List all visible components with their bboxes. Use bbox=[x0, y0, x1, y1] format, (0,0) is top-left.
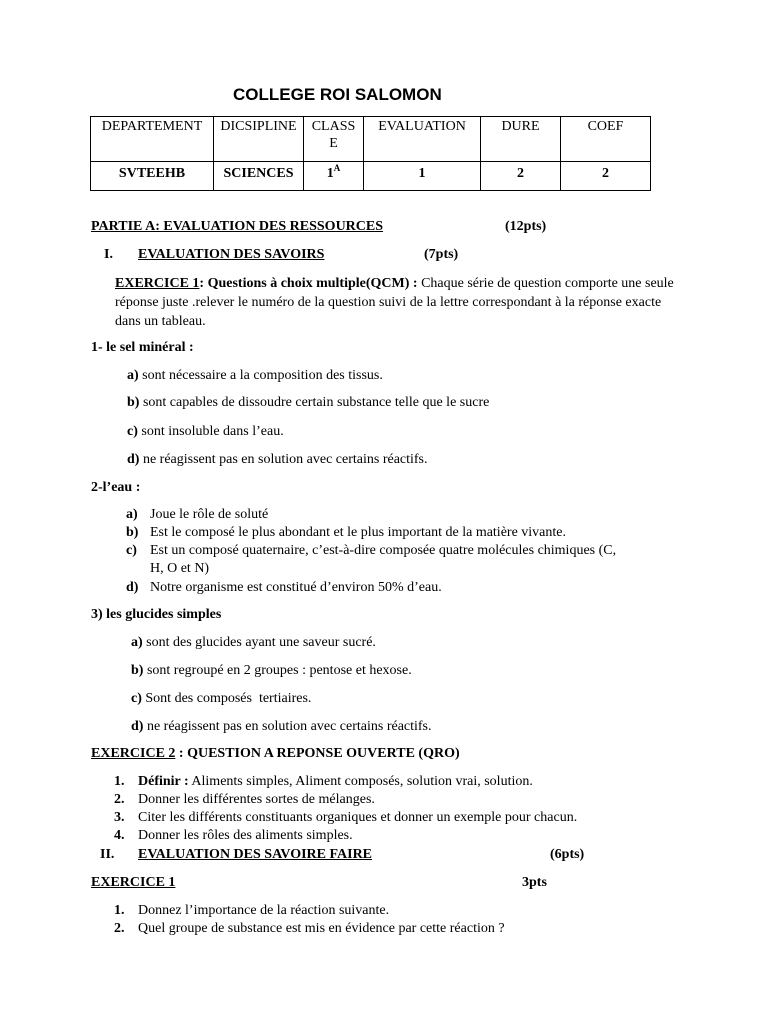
col-header-discipline: DICSIPLINE bbox=[214, 117, 304, 162]
q2-option-b-letter: b) bbox=[126, 525, 139, 540]
q2-option-c-text-continued: H, O et N) bbox=[150, 561, 210, 576]
q1-option-b-text: sont capables de dissoudre certain substance telle que le sucre bbox=[139, 395, 490, 410]
q2-option-b-text: Est le composé le plus abondant et le plus important de la matière vivante. bbox=[150, 525, 566, 540]
value-coef: 2 bbox=[561, 162, 651, 191]
exercice-2-item-2-number: 2. bbox=[114, 792, 125, 807]
exercice-2-item-1-text: Aliments simples, Aliment composés, solution vrai, solution. bbox=[188, 774, 533, 789]
exercice-2-title: : QUESTION A REPONSE OUVERTE (QRO) bbox=[175, 746, 460, 761]
q2-title: 2-l’eau : bbox=[91, 480, 141, 495]
section-1-number: I. bbox=[104, 247, 113, 262]
q1-title: 1- le sel minéral : bbox=[91, 340, 194, 355]
q1-option-b-letter: b) bbox=[127, 395, 140, 410]
exercice-2-item-3-number: 3. bbox=[114, 810, 125, 825]
section-2-title: EVALUATION DES SAVOIRE FAIRE bbox=[138, 847, 373, 862]
q2-option-d-text: Notre organisme est constitué d’environ 50% d’eau. bbox=[150, 580, 442, 595]
q1-option-a bbox=[127, 367, 383, 384]
exercice-1-label: EXERCICE 1 bbox=[115, 276, 200, 291]
q3-title: 3) les glucides simples bbox=[91, 607, 222, 622]
q3-option-a bbox=[131, 634, 376, 651]
q2-option-c-text: Est un composé quaternaire, c’est-à-dire composée quatre molécules chimiques (C, bbox=[150, 543, 617, 558]
exercice-2-item-2-text: Donner les différentes sortes de mélanges. bbox=[138, 792, 375, 807]
q3-option-a-text: sont des glucides ayant une saveur sucré. bbox=[142, 635, 376, 650]
q3-option-d bbox=[131, 718, 432, 735]
exercice-2-item-1 bbox=[138, 773, 533, 790]
q3-option-d-letter: d) bbox=[131, 719, 144, 734]
q2-option-d-letter: d) bbox=[126, 580, 139, 595]
info-table bbox=[90, 116, 651, 191]
exercice-2-item-3-text: Citer les différents constituants organiques et donner un exemple pour chacun. bbox=[138, 810, 578, 825]
value-classe-sup: A bbox=[333, 163, 341, 173]
q1-option-c-letter: c) bbox=[127, 424, 138, 439]
exercice-2-heading bbox=[91, 745, 460, 762]
q3-option-b-letter: b) bbox=[131, 663, 144, 678]
exercice-2-item-1-number: 1. bbox=[114, 774, 125, 789]
q1-option-c-text: sont insoluble dans l’eau. bbox=[137, 424, 284, 439]
value-classe-number: 1 bbox=[326, 166, 334, 181]
col-header-departement: DEPARTEMENT bbox=[91, 117, 214, 162]
school-name: COLLEGE ROI SALOMON bbox=[233, 85, 442, 104]
section-1-points: (7pts) bbox=[424, 247, 459, 262]
info-table-value-row bbox=[91, 162, 651, 191]
q3-option-b-text: sont regroupé en 2 groupes : pentose et hexose. bbox=[143, 663, 412, 678]
q3-option-c-letter: c) bbox=[131, 691, 142, 706]
col-header-evaluation: EVALUATION bbox=[364, 117, 481, 162]
q3-option-c-text: Sont des composés tertiaires. bbox=[141, 691, 312, 706]
info-table-header-row bbox=[91, 117, 651, 162]
col-header-classe bbox=[304, 117, 364, 162]
section-1-title: EVALUATION DES SAVOIRS bbox=[138, 247, 325, 262]
exercice-1b-item-2-number: 2. bbox=[114, 921, 125, 936]
q1-option-a-text: sont nécessaire a la composition des tissus. bbox=[138, 368, 383, 383]
exercice-2-item-1-bold: Définir : bbox=[138, 774, 189, 789]
value-classe bbox=[304, 162, 364, 191]
q1-option-c bbox=[127, 423, 284, 440]
col-header-duree: DURE bbox=[481, 117, 561, 162]
section-2-points: (6pts) bbox=[550, 847, 585, 862]
q3-option-d-text: ne réagissent pas en solution avec certains réactifs. bbox=[143, 719, 432, 734]
value-discipline: SCIENCES bbox=[214, 162, 304, 191]
partie-a-points: (12pts) bbox=[505, 219, 547, 234]
exercice-2-item-4-text: Donner les rôles des aliments simples. bbox=[138, 828, 353, 843]
section-2-number: II. bbox=[100, 847, 115, 862]
exercice-2-label: EXERCICE 2 bbox=[91, 746, 176, 761]
value-duree: 2 bbox=[481, 162, 561, 191]
q1-option-d-text: ne réagissent pas en solution avec certains réactifs. bbox=[139, 452, 428, 467]
q1-option-b bbox=[127, 394, 489, 411]
q3-option-a-letter: a) bbox=[131, 635, 143, 650]
exercice-1b-item-1-text: Donnez l’importance de la réaction suivante. bbox=[138, 903, 390, 918]
q3-option-b bbox=[131, 662, 412, 679]
q2-option-a-letter: a) bbox=[126, 507, 138, 522]
q3-option-c bbox=[131, 690, 311, 707]
exercice-1b-points: 3pts bbox=[522, 875, 547, 890]
exercice-1-subtitle: Questions à choix multiple(QCM) : bbox=[207, 276, 418, 291]
exercice-1b-item-2-text: Quel groupe de substance est mis en évidence par cette réaction ? bbox=[138, 921, 505, 936]
col-header-classe-line1: CLASS bbox=[311, 119, 356, 134]
exercice-1b-item-1-number: 1. bbox=[114, 903, 125, 918]
exercice-1-separator: : bbox=[199, 276, 208, 291]
partie-a-title: PARTIE A: EVALUATION DES RESSOURCES bbox=[91, 219, 384, 234]
q1-option-d bbox=[127, 451, 428, 468]
exercice-1-instruction: Chaque série de question comporte une seule réponse juste .relever le numéro de la question suivi de la lettre correspondant à la réponse exacte dans un tableau. bbox=[115, 276, 674, 329]
exercice-1-paragraph bbox=[115, 274, 675, 331]
exercice-1b-label: EXERCICE 1 bbox=[91, 875, 176, 890]
value-evaluation: 1 bbox=[364, 162, 481, 191]
q1-option-d-letter: d) bbox=[127, 452, 140, 467]
q1-option-a-letter: a) bbox=[127, 368, 139, 383]
q2-option-a-text: Joue le rôle de soluté bbox=[150, 507, 269, 522]
q2-option-c-letter: c) bbox=[126, 543, 137, 558]
exercice-2-item-4-number: 4. bbox=[114, 828, 125, 843]
col-header-classe-line2: E bbox=[329, 136, 338, 151]
value-departement: SVTEEHB bbox=[91, 162, 214, 191]
col-header-coef: COEF bbox=[561, 117, 651, 162]
